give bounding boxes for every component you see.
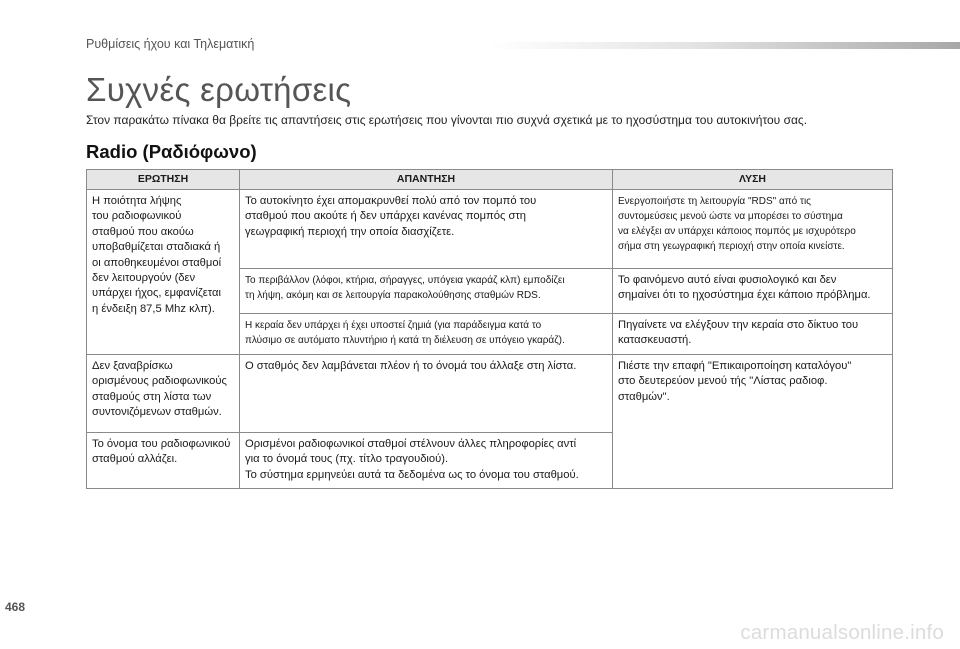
solution-cell: Πιέστε την επαφή "Επικαιροποίηση καταλόγου" στο δευτερεύον μενού τής "Λίστας ραδιοφ. σταθμών". bbox=[613, 354, 893, 488]
watermark: carmanualsonline.info bbox=[740, 621, 944, 644]
table-header-row bbox=[87, 170, 893, 190]
answer-cell: Το περιβάλλον (λόφοι, κτήρια, σήραγγες, υπόγεια γκαράζ κλπ) εμποδίζει τη λήψη, ακόμη και σε λειτουργία παρακολούθησης σταθμών RDS. bbox=[240, 269, 613, 314]
page-number: 468 bbox=[5, 600, 26, 614]
section-subtitle: Radio (Ραδιόφωνο) bbox=[86, 141, 257, 162]
question-cell: Δεν ξαναβρίσκω ορισμένους ραδιοφωνικούς σταθμούς στη λίστα των συντονιζόμενων σταθμών. bbox=[87, 354, 240, 432]
table-row bbox=[87, 354, 893, 432]
answer-cell: Ορισμένοι ραδιοφωνικοί σταθμοί στέλνουν άλλες πληροφορίες αντί για το όνομά τους (πχ. τίτλο τραγουδιού). Το σύστημα ερμηνεύει αυτά τα δεδομένα ως το όνομα του σταθμού. bbox=[240, 432, 613, 488]
intro-text: Στον παρακάτω πίνακα θα βρείτε τις απαντήσεις στις ερωτήσεις που γίνονται πιο συχνά σχετικά με το ηχοσύστημα του αυτοκινήτου σας. bbox=[86, 113, 808, 127]
column-header-solution: ΛΥΣΗ bbox=[613, 170, 893, 190]
answer-cell: Η κεραία δεν υπάρχει ή έχει υποστεί ζημιά (για παράδειγμα κατά το πλύσιμο σε αυτόματο πλυντήριο ή κατά τη διέλευση σε υπόγειο γκαράζ). bbox=[240, 314, 613, 355]
solution-cell: Πηγαίνετε να ελέγξουν την κεραία στο δίκτυο του κατασκευαστή. bbox=[613, 314, 893, 355]
column-header-question: ΕΡΩΤΗΣΗ bbox=[87, 170, 240, 190]
solution-cell: Ενεργοποιήστε τη λειτουργία "RDS" από τις συντομεύσεις μενού ώστε να μπορέσει το σύστημα να ελέγξει αν υπάρχει κάποιος πομπός με ισχυρότερο σήμα στη γεωγραφική περιοχή στην οποία κινείστε. bbox=[613, 190, 893, 269]
header-gradient-bar bbox=[490, 42, 960, 49]
faq-table bbox=[86, 169, 893, 489]
question-cell: Η ποιότητα λήψης του ραδιοφωνικού σταθμού που ακούω υποβαθμίζεται σταδιακά ή οι αποθηκευμένοι σταθμοί δεν λειτουργούν (δεν υπάρχει ήχος, εμφανίζεται η ένδειξη 87,5 Mhz κλπ). bbox=[87, 190, 240, 355]
table-row bbox=[87, 190, 893, 269]
section-header: Ρυθμίσεις ήχου και Τηλεματική bbox=[86, 37, 255, 51]
question-cell: Το όνομα του ραδιοφωνικού σταθμού αλλάζει. bbox=[87, 432, 240, 488]
answer-cell: Ο σταθμός δεν λαμβάνεται πλέον ή το όνομά του άλλαξε στη λίστα. bbox=[240, 354, 613, 432]
page-title: Συχνές ερωτήσεις bbox=[86, 71, 352, 108]
solution-cell: Το φαινόμενο αυτό είναι φυσιολογικό και δεν σημαίνει ότι το ηχοσύστημα έχει κάποιο πρόβλημα. bbox=[613, 269, 893, 314]
column-header-answer: ΑΠΑΝΤΗΣΗ bbox=[240, 170, 613, 190]
answer-cell: Το αυτοκίνητο έχει απομακρυνθεί πολύ από τον πομπό του σταθμού που ακούτε ή δεν υπάρχει κανένας πομπός στη γεωγραφική περιοχή την οποία διασχίζετε. bbox=[240, 190, 613, 269]
